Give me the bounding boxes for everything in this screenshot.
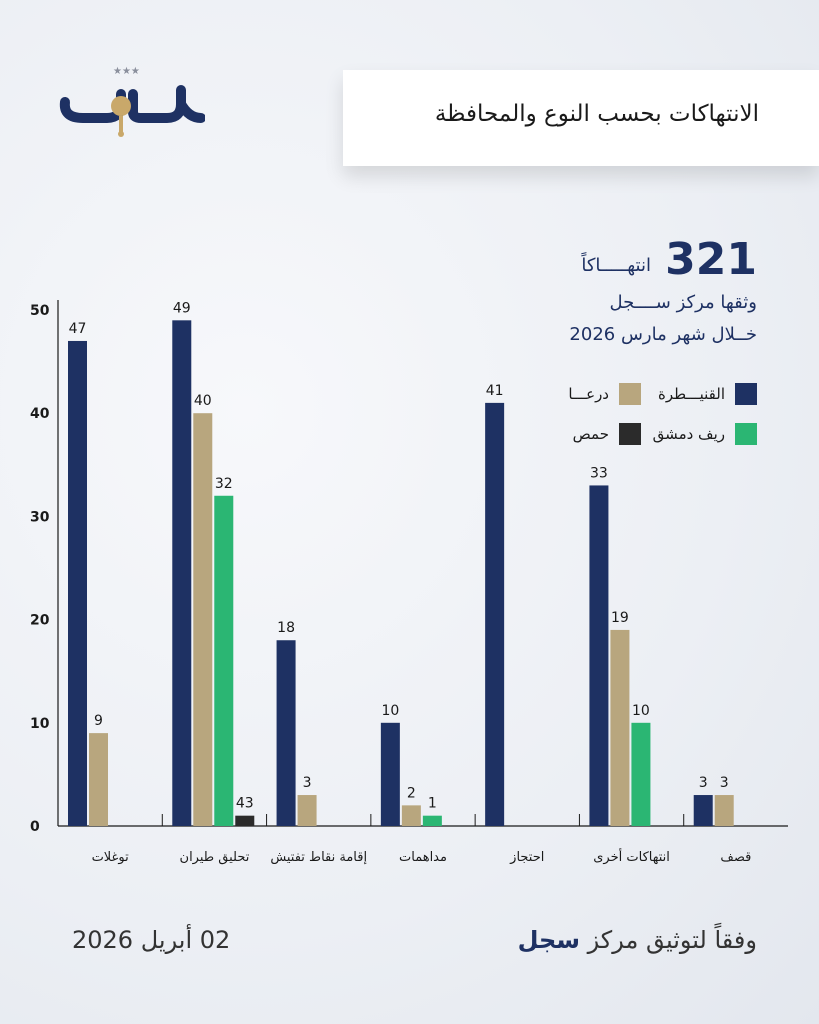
data-label: 10 (381, 702, 400, 719)
bar (214, 496, 233, 826)
x-tick-label: توغلات (91, 850, 129, 865)
data-label: 32 (214, 475, 233, 492)
bar (631, 723, 650, 826)
bar (298, 795, 317, 826)
legend-label: ريف دمشق (652, 425, 725, 443)
bar (694, 795, 713, 826)
data-label: 9 (94, 713, 103, 730)
bar (485, 403, 504, 826)
svg-text:★★★: ★★★ (113, 66, 140, 77)
data-label: 33 (590, 465, 608, 482)
bar (423, 816, 442, 826)
y-tick-label: 10 (30, 715, 50, 732)
source-prefix: وفقاً لتوثيق مركز (587, 926, 757, 954)
bar (172, 320, 191, 826)
bar (277, 640, 296, 826)
x-tick-label: إقامة نقاط تفتيش (270, 850, 368, 865)
bar (381, 723, 400, 826)
total-count: 321 (665, 234, 757, 285)
legend-label: حمص (572, 425, 609, 443)
data-label: 18 (277, 620, 295, 637)
source-brand: سجل (517, 926, 580, 954)
data-label: 3 (719, 775, 729, 792)
y-tick-label: 30 (30, 509, 50, 526)
data-label: 49 (172, 300, 191, 317)
data-label: 3 (302, 775, 312, 792)
data-label: 43 (235, 795, 254, 812)
source-credit (518, 926, 757, 954)
data-label: 1 (427, 795, 437, 812)
data-label: 41 (485, 382, 504, 399)
report-date: 02 أبريل 2026 (72, 926, 231, 954)
x-tick-label: احتجاز (510, 850, 545, 865)
documented-by: وثقها مركز ســــجل (609, 292, 757, 313)
x-tick-label: قصف (720, 850, 752, 865)
bar (235, 816, 254, 826)
data-label: 47 (68, 320, 87, 337)
x-tick-label: تحليق طيران (179, 850, 250, 865)
legend-label: القنيـــطرة (657, 385, 725, 403)
data-label: 10 (632, 702, 650, 719)
total-label: انتهـــــاكاً (581, 255, 651, 276)
y-tick-label: 0 (30, 819, 40, 835)
y-tick-label: 50 (30, 303, 50, 319)
bar (193, 413, 212, 826)
data-label: 19 (611, 609, 629, 626)
bar (610, 630, 629, 826)
y-tick-label: 40 (30, 406, 50, 423)
x-tick-label: انتهاكات أخرى (593, 850, 670, 865)
data-label: 40 (193, 393, 212, 410)
data-label: 3 (698, 775, 708, 792)
x-tick-label: مداهمات (399, 850, 447, 865)
bar (68, 341, 87, 826)
bar (589, 485, 608, 826)
period: خــلال شهر مارس 2026 (569, 324, 757, 345)
bar (715, 795, 734, 826)
legend-label: درعـــا (568, 385, 609, 403)
bar (402, 805, 421, 826)
bar (89, 733, 108, 826)
data-label: 2 (406, 785, 416, 802)
y-tick-label: 20 (30, 612, 50, 629)
page-title: الانتهاكات بحسب النوع والمحافظة (434, 101, 759, 127)
